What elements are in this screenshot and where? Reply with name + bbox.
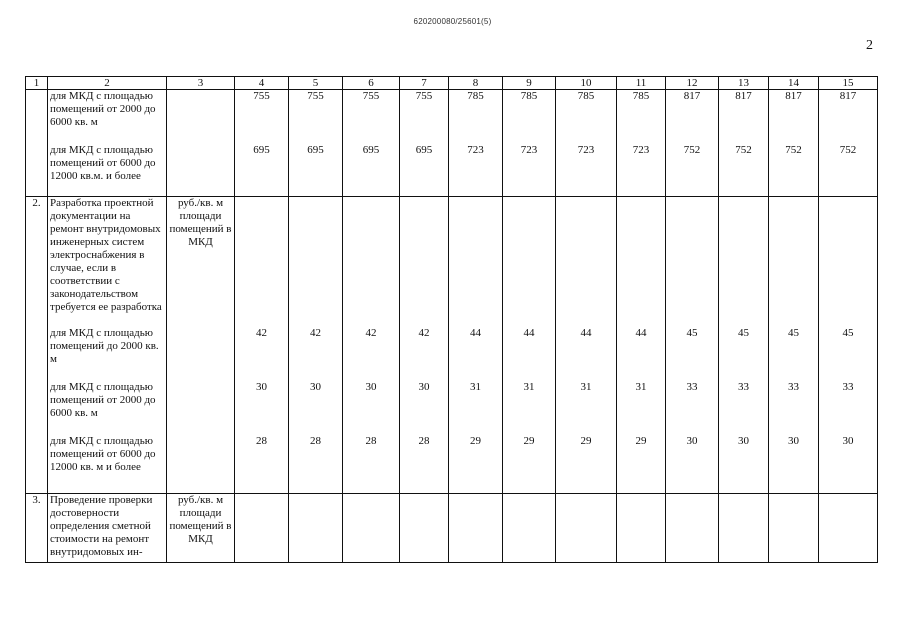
value-cell: [503, 197, 556, 494]
rates-table: [25, 76, 878, 563]
rate-value: 33: [842, 381, 854, 393]
value-cell: [343, 494, 400, 563]
value-cell: [343, 90, 400, 197]
rate-value: 28: [418, 435, 430, 447]
rate-value: 30: [788, 435, 799, 447]
value-cell: [769, 494, 819, 563]
rate-value: 44: [523, 327, 535, 339]
value-cell: [449, 197, 503, 494]
value-cell: [666, 494, 719, 563]
rate-value: 33: [738, 381, 749, 393]
col-header: 8: [449, 77, 503, 90]
rate-value: 44: [635, 327, 647, 339]
rate-value: 695: [253, 144, 270, 156]
value-cell: [666, 90, 719, 197]
rate-value: 785: [577, 90, 595, 102]
value-cell: [235, 494, 289, 563]
sub-item-label: для МКД с площадью помещений от 2000 до 6000 кв. м: [50, 90, 156, 128]
col-header: 7: [400, 77, 449, 90]
rate-value: 817: [785, 90, 802, 102]
rate-value: 33: [686, 381, 698, 393]
rate-value: 817: [839, 90, 857, 102]
rate-value: 31: [470, 381, 481, 393]
rate-value: 29: [635, 435, 647, 447]
rate-value: 752: [785, 144, 802, 156]
col-header: 5: [289, 77, 343, 90]
rate-value: 28: [310, 435, 321, 447]
rate-value: 755: [253, 90, 270, 102]
rate-value: 755: [307, 90, 324, 102]
item-title: Разработка проектной документации на ремонт внутридомовых инженерных систем электроснабжения в случае, если в соответствии с законодательством требуется ее разработка: [50, 197, 162, 313]
value-cell: [666, 197, 719, 494]
rate-value: 817: [735, 90, 752, 102]
rate-value: 45: [686, 327, 698, 339]
rate-value: 785: [520, 90, 538, 102]
rate-value: 42: [365, 327, 377, 339]
value-cell: [819, 197, 878, 494]
value-cell: [556, 494, 617, 563]
rate-value: 29: [580, 435, 592, 447]
value-cell: [719, 494, 769, 563]
rate-value: 28: [256, 435, 267, 447]
table-row: [26, 90, 878, 197]
value-cell: [235, 90, 289, 197]
unit-of-measure: руб./кв. м площади помещений в МКД: [167, 197, 235, 494]
rate-value: 695: [415, 144, 433, 156]
row-number: [26, 90, 48, 197]
value-cell: [400, 90, 449, 197]
value-cell: [400, 494, 449, 563]
value-cell: [617, 494, 666, 563]
item-title: Проведение проверки достоверности определения сметной стоимости на ремонт внутридомовых ин-: [50, 494, 153, 558]
value-cell: [556, 90, 617, 197]
value-cell: [769, 197, 819, 494]
page-number: 2: [866, 38, 873, 53]
rate-value: 723: [632, 144, 650, 156]
value-cell: [769, 90, 819, 197]
rate-value: 31: [523, 381, 535, 393]
table-body: [26, 77, 878, 563]
rate-value: 723: [520, 144, 538, 156]
row-number: 3.: [26, 494, 48, 563]
value-cell: [719, 90, 769, 197]
rate-value: 33: [788, 381, 799, 393]
sub-item-label: для МКД с площадью помещений от 6000 до 12000 кв. м и более: [50, 435, 156, 473]
row-description: [48, 494, 167, 563]
rate-value: 30: [365, 381, 377, 393]
rate-value: 29: [470, 435, 481, 447]
unit-of-measure: [167, 90, 235, 197]
col-header: 4: [235, 77, 289, 90]
rate-value: 30: [310, 381, 321, 393]
rate-value: 31: [635, 381, 647, 393]
rate-value: 44: [470, 327, 481, 339]
rate-value: 752: [735, 144, 752, 156]
row-description: [48, 90, 167, 197]
rate-value: 30: [256, 381, 267, 393]
rate-value: 29: [523, 435, 535, 447]
rate-value: 752: [839, 144, 857, 156]
col-header: 1: [26, 77, 48, 90]
document-id: 620200080/25601(5): [413, 17, 492, 26]
rate-value: 755: [362, 90, 380, 102]
rate-value: 45: [738, 327, 749, 339]
col-header: 14: [769, 77, 819, 90]
row-number: 2.: [26, 197, 48, 494]
col-header: 13: [719, 77, 769, 90]
rate-value: 785: [467, 90, 484, 102]
col-header: 10: [556, 77, 617, 90]
sub-item-label: для МКД с площадью помещений от 6000 до 12000 кв.м. и более: [50, 144, 156, 182]
rate-value: 45: [788, 327, 799, 339]
rate-value: 30: [842, 435, 854, 447]
col-header: 2: [48, 77, 167, 90]
rate-value: 785: [632, 90, 650, 102]
rate-value: 695: [362, 144, 380, 156]
value-cell: [819, 494, 878, 563]
rate-value: 42: [418, 327, 430, 339]
value-cell: [449, 90, 503, 197]
rate-value: 30: [686, 435, 698, 447]
table-row: [26, 494, 878, 563]
column-number-row: [26, 77, 878, 90]
value-cell: [556, 197, 617, 494]
rate-value: 45: [842, 327, 854, 339]
rate-value: 723: [577, 144, 595, 156]
value-cell: [503, 494, 556, 563]
rate-value: 755: [415, 90, 433, 102]
col-header: 6: [343, 77, 400, 90]
rate-value: 817: [683, 90, 701, 102]
col-header: 11: [617, 77, 666, 90]
col-header: 9: [503, 77, 556, 90]
value-cell: [343, 197, 400, 494]
rate-value: 42: [310, 327, 321, 339]
col-header: 12: [666, 77, 719, 90]
sub-item-label: для МКД с площадью помещений от 2000 до 6000 кв. м: [50, 381, 156, 419]
value-cell: [617, 197, 666, 494]
value-cell: [400, 197, 449, 494]
rate-value: 752: [683, 144, 701, 156]
value-cell: [289, 90, 343, 197]
rate-value: 723: [467, 144, 484, 156]
row-description: [48, 197, 167, 494]
sub-item-label: для МКД с площадью помещений до 2000 кв. м: [50, 327, 159, 365]
rate-value: 30: [738, 435, 749, 447]
unit-of-measure: руб./кв. м площади помещений в МКД: [167, 494, 235, 563]
rate-value: 28: [365, 435, 377, 447]
value-cell: [819, 90, 878, 197]
rate-value: 44: [580, 327, 592, 339]
col-header: 3: [167, 77, 235, 90]
col-header: 15: [819, 77, 878, 90]
rate-value: 695: [307, 144, 324, 156]
value-cell: [503, 90, 556, 197]
value-cell: [289, 197, 343, 494]
value-cell: [617, 90, 666, 197]
rate-value: 42: [256, 327, 267, 339]
value-cell: [449, 494, 503, 563]
table-row: [26, 197, 878, 494]
rate-value: 31: [580, 381, 592, 393]
rate-value: 30: [418, 381, 430, 393]
value-cell: [235, 197, 289, 494]
value-cell: [719, 197, 769, 494]
value-cell: [289, 494, 343, 563]
